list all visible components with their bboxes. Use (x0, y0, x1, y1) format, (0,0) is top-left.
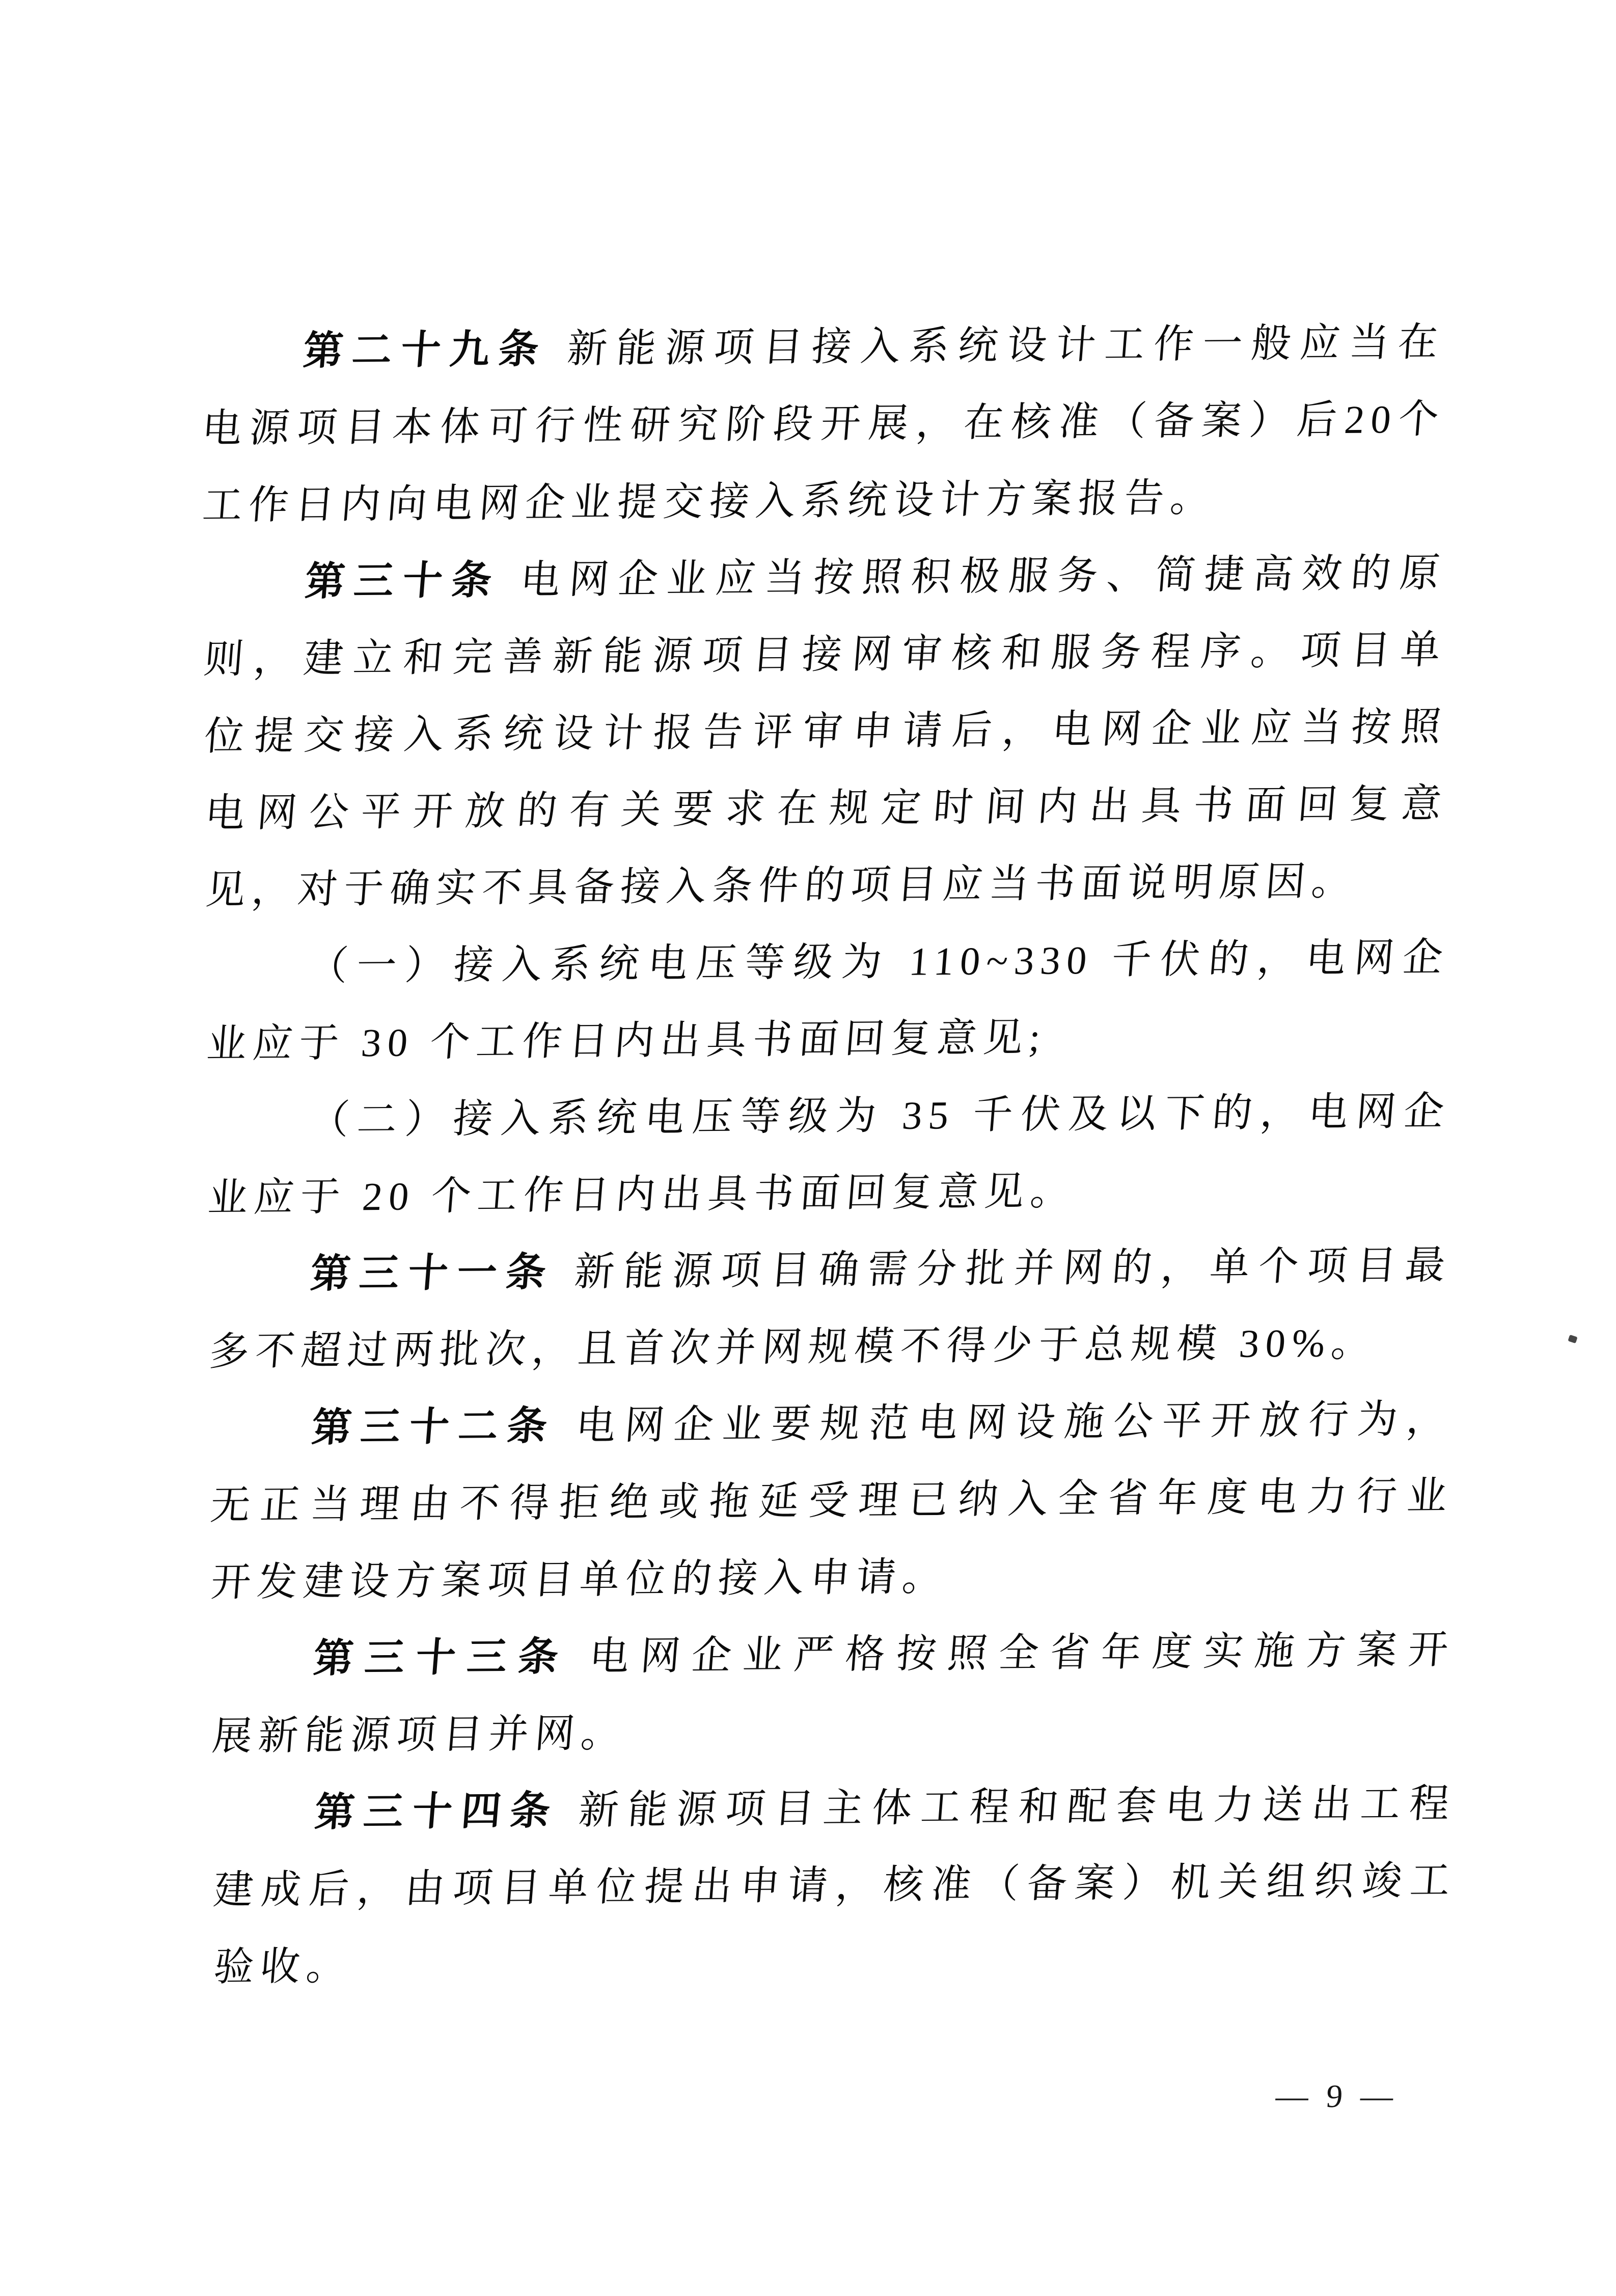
text-line (209, 1611, 1458, 1697)
text-line (202, 765, 1451, 851)
article-text: 展新能源项目并网。 (210, 1711, 629, 1759)
page-number: — 9 — (1274, 2078, 1400, 2114)
article-number: 第三十条 (303, 558, 503, 604)
text-line (201, 611, 1449, 697)
article-text: 验收。 (212, 1943, 354, 1989)
text-line (200, 534, 1449, 620)
text-line (211, 1919, 1460, 2005)
text-line (200, 457, 1448, 544)
article-text: 业应于 20 个工作日内出具书面回复意见。 (206, 1169, 1079, 1220)
article-text: 电网企业严格按照全省年度实施方案开 (587, 1627, 1457, 1679)
article-text: 电网企业应当按照积极服务、简捷高效的原 (518, 550, 1448, 602)
article-text: 新能源项目主体工程和配套电力送出工程 (577, 1781, 1458, 1832)
text-line (202, 688, 1450, 774)
article-text: 多不超过两批次，且首次并网规模不得少于总规模 30%。 (207, 1320, 1379, 1374)
text-line (207, 1457, 1456, 1544)
text-line (199, 303, 1447, 390)
ink-speck (1568, 1335, 1577, 1343)
article-text: 建成后，由项目单位提出申请，核准（备案）机关组织竣工 (211, 1858, 1458, 1912)
text-line (210, 1765, 1459, 1851)
article-text: 电源项目本体可行性研究阶段开展，在核准（备案）后20个 (200, 396, 1447, 451)
text-line (205, 1149, 1454, 1236)
article-text: 开发建设方案项目单位的接入申请。 (209, 1554, 950, 1605)
text-line (210, 1842, 1459, 1928)
article-text: 电网企业要规范电网设施公平开放行为， (574, 1396, 1455, 1448)
text-line (203, 919, 1452, 1005)
article-text: （一）接入系统电压等级为 110~330 千伏的，电网企 (306, 935, 1451, 989)
article-text: 工作日内向电网企业提交接入系统设计方案报告。 (201, 475, 1218, 528)
article-text: 新能源项目接入系统设计工作一般应当在 (565, 319, 1446, 371)
document-body (201, 303, 1457, 2005)
article-text: 新能源项目确需分批并网的，单个项目最 (573, 1242, 1454, 1294)
article-text: （二）接入系统电压等级为 35 千伏及以下的，电网企 (307, 1089, 1452, 1143)
text-line (206, 1226, 1455, 1313)
text-line (204, 995, 1453, 1082)
article-number: 第三十四条 (313, 1788, 561, 1834)
text-line (204, 1072, 1453, 1159)
text-line (199, 380, 1448, 467)
article-text: 电网公平开放的有关要求在规定时间内出具书面回复意 (203, 781, 1450, 835)
article-number: 第三十三条 (312, 1634, 571, 1681)
text-line (209, 1688, 1458, 1774)
article-text: 无正当理由不得拒绝或拖延受理已纳入全省年度电力行业 (208, 1473, 1455, 1528)
article-text: 则，建立和完善新能源项目接网审核和服务程序。项目单 (202, 627, 1448, 682)
article-number: 第三十一条 (309, 1250, 557, 1296)
text-line (208, 1534, 1457, 1620)
text-line (207, 1380, 1456, 1467)
article-number: 第三十二条 (310, 1403, 558, 1450)
article-text: 位提交接入系统设计报告评审申请后，电网企业应当按照 (203, 704, 1449, 759)
article-number: 第二十九条 (302, 327, 550, 373)
text-line (203, 842, 1451, 928)
article-text: 业应于 30 个工作日内出具书面回复意见; (205, 1015, 1049, 1066)
article-text: 见，对于确实不具备接入条件的项目应当书面说明原因。 (204, 858, 1360, 912)
text-line (206, 1303, 1455, 1390)
